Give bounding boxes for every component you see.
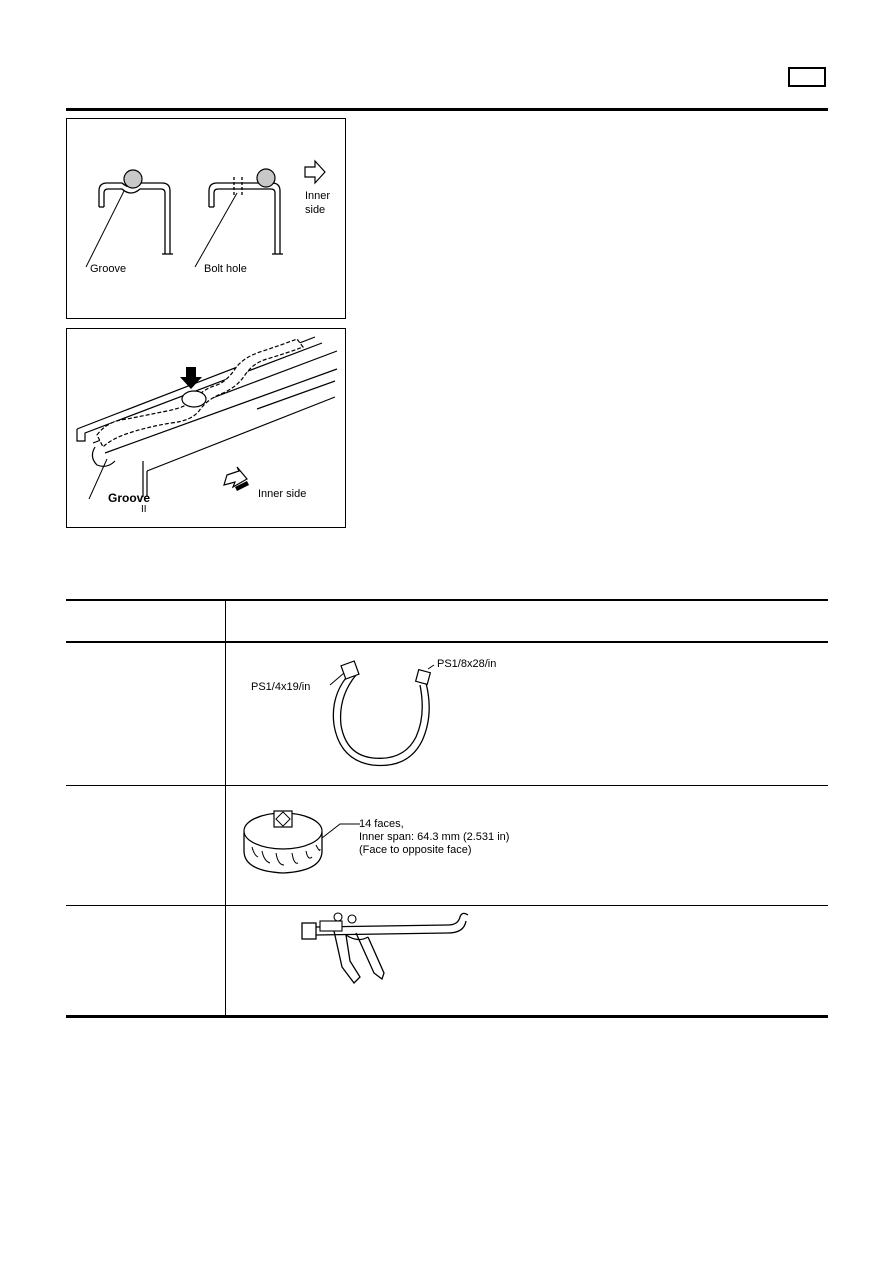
section-index-box <box>788 67 826 87</box>
table-row-rule <box>66 785 828 786</box>
label-groove-mark: II <box>141 504 147 515</box>
socket-spec-faces: 14 faces, <box>359 818 404 830</box>
label-groove-2: Groove <box>108 491 151 505</box>
table-row-rule <box>66 905 828 906</box>
label-bolt-hole: Bolt hole <box>204 263 247 275</box>
figure-sealant-cross-section <box>66 118 346 319</box>
label-inner-side-2: Inner side <box>258 488 307 500</box>
hose-illustration <box>310 655 450 780</box>
socket-spec-note: (Face to opposite face) <box>359 844 472 856</box>
label-inner-side: Inner side <box>305 190 331 216</box>
hose-left-fitting: PS1/4x19/in <box>251 681 311 693</box>
label-groove: Groove <box>90 263 127 275</box>
socket-illustration <box>238 795 328 880</box>
header-rule <box>66 108 828 111</box>
table-column-divider <box>225 599 226 1017</box>
socket-leader <box>320 820 360 840</box>
hose-right-fitting: PS1/8x28/in <box>437 658 497 670</box>
table-bottom-rule <box>66 1015 828 1018</box>
sealant-gun-illustration <box>298 907 478 997</box>
table-header-rule <box>66 641 828 643</box>
table-top-rule <box>66 599 828 601</box>
socket-spec-span: Inner span: 64.3 mm (2.531 in) <box>359 831 510 843</box>
